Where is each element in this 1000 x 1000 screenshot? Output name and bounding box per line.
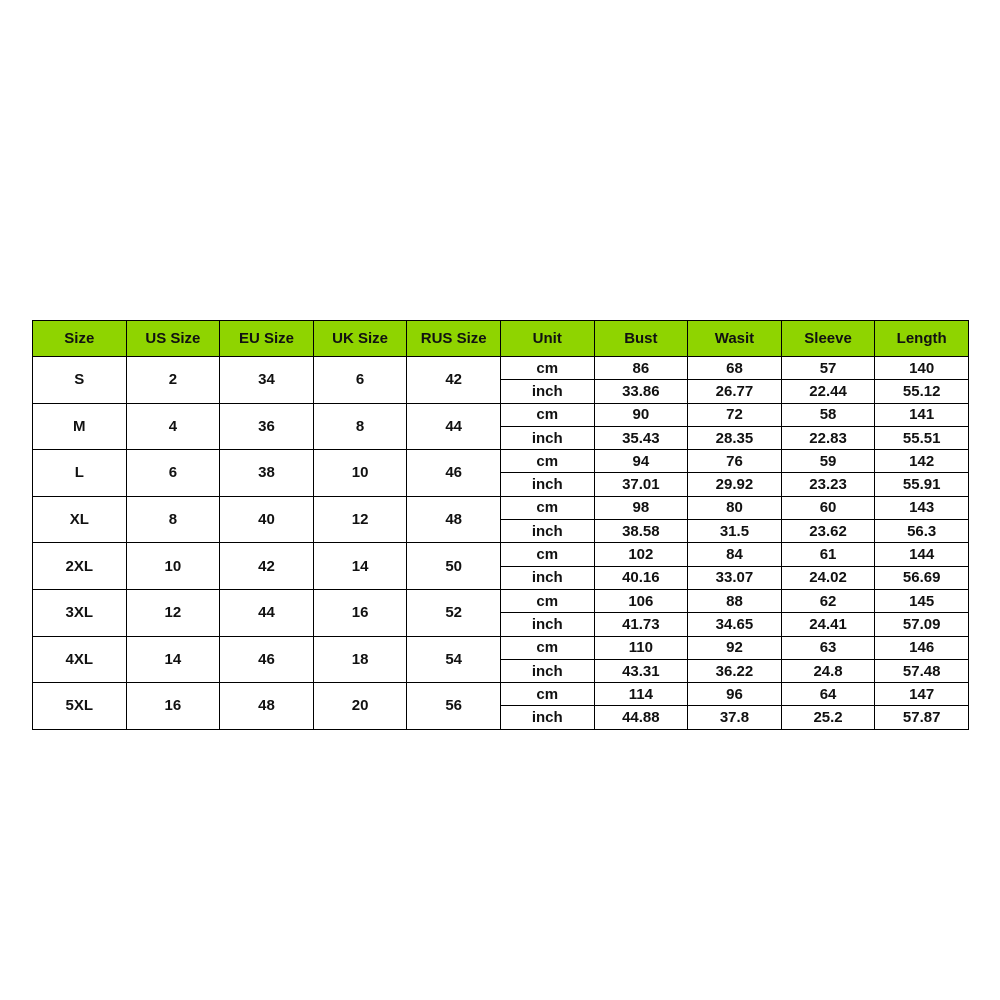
eu-size-cell: 42 [220, 543, 314, 590]
sleeve-cell: 62 [781, 589, 875, 612]
table-row-cm [33, 450, 969, 473]
rus-size-cell: 50 [407, 543, 501, 590]
length-cell: 56.69 [875, 566, 969, 589]
bust-cell: 110 [594, 636, 688, 659]
waist-cell: 33.07 [688, 566, 782, 589]
header-us-size: US Size [126, 321, 220, 357]
length-cell: 146 [875, 636, 969, 659]
waist-cell: 68 [688, 357, 782, 380]
sleeve-cell: 59 [781, 450, 875, 473]
header-uk-size: UK Size [313, 321, 407, 357]
sleeve-cell: 23.23 [781, 473, 875, 496]
sleeve-cell: 24.41 [781, 613, 875, 636]
us-size-cell: 4 [126, 403, 220, 450]
unit-cell: cm [500, 450, 594, 473]
unit-cell: inch [500, 613, 594, 636]
us-size-cell: 12 [126, 589, 220, 636]
waist-cell: 72 [688, 403, 782, 426]
bust-cell: 33.86 [594, 380, 688, 403]
unit-cell: cm [500, 683, 594, 706]
header-size: Size [33, 321, 127, 357]
length-cell: 55.12 [875, 380, 969, 403]
us-size-cell: 14 [126, 636, 220, 683]
header-length: Length [875, 321, 969, 357]
us-size-cell: 16 [126, 683, 220, 730]
unit-cell: inch [500, 706, 594, 729]
bust-cell: 102 [594, 543, 688, 566]
uk-size-cell: 20 [313, 683, 407, 730]
bust-cell: 86 [594, 357, 688, 380]
bust-cell: 41.73 [594, 613, 688, 636]
rus-size-cell: 54 [407, 636, 501, 683]
bust-cell: 44.88 [594, 706, 688, 729]
header-sleeve: Sleeve [781, 321, 875, 357]
length-cell: 145 [875, 589, 969, 612]
rus-size-cell: 42 [407, 357, 501, 404]
uk-size-cell: 12 [313, 496, 407, 543]
length-cell: 57.48 [875, 659, 969, 682]
size-cell: 2XL [33, 543, 127, 590]
uk-size-cell: 18 [313, 636, 407, 683]
us-size-cell: 10 [126, 543, 220, 590]
eu-size-cell: 44 [220, 589, 314, 636]
uk-size-cell: 10 [313, 450, 407, 497]
length-cell: 147 [875, 683, 969, 706]
size-cell: XL [33, 496, 127, 543]
unit-cell: cm [500, 403, 594, 426]
sleeve-cell: 25.2 [781, 706, 875, 729]
bust-cell: 43.31 [594, 659, 688, 682]
unit-cell: cm [500, 496, 594, 519]
waist-cell: 76 [688, 450, 782, 473]
waist-cell: 37.8 [688, 706, 782, 729]
unit-cell: inch [500, 566, 594, 589]
bust-cell: 37.01 [594, 473, 688, 496]
bust-cell: 90 [594, 403, 688, 426]
length-cell: 56.3 [875, 520, 969, 543]
rus-size-cell: 46 [407, 450, 501, 497]
waist-cell: 96 [688, 683, 782, 706]
waist-cell: 92 [688, 636, 782, 659]
unit-cell: inch [500, 473, 594, 496]
waist-cell: 34.65 [688, 613, 782, 636]
rus-size-cell: 44 [407, 403, 501, 450]
length-cell: 57.87 [875, 706, 969, 729]
waist-cell: 84 [688, 543, 782, 566]
length-cell: 140 [875, 357, 969, 380]
rus-size-cell: 48 [407, 496, 501, 543]
uk-size-cell: 16 [313, 589, 407, 636]
unit-cell: cm [500, 357, 594, 380]
table-row-cm [33, 496, 969, 519]
sleeve-cell: 23.62 [781, 520, 875, 543]
sleeve-cell: 63 [781, 636, 875, 659]
sleeve-cell: 60 [781, 496, 875, 519]
unit-cell: cm [500, 543, 594, 566]
unit-cell: cm [500, 636, 594, 659]
bust-cell: 106 [594, 589, 688, 612]
table-row-cm [33, 403, 969, 426]
table-row-cm [33, 589, 969, 612]
header-bust: Bust [594, 321, 688, 357]
waist-cell: 29.92 [688, 473, 782, 496]
length-cell: 57.09 [875, 613, 969, 636]
waist-cell: 80 [688, 496, 782, 519]
sleeve-cell: 22.83 [781, 426, 875, 449]
bust-cell: 35.43 [594, 426, 688, 449]
bust-cell: 38.58 [594, 520, 688, 543]
uk-size-cell: 6 [313, 357, 407, 404]
length-cell: 143 [875, 496, 969, 519]
unit-cell: cm [500, 589, 594, 612]
eu-size-cell: 34 [220, 357, 314, 404]
us-size-cell: 6 [126, 450, 220, 497]
bust-cell: 114 [594, 683, 688, 706]
waist-cell: 88 [688, 589, 782, 612]
sleeve-cell: 61 [781, 543, 875, 566]
eu-size-cell: 38 [220, 450, 314, 497]
uk-size-cell: 8 [313, 403, 407, 450]
size-cell: S [33, 357, 127, 404]
length-cell: 55.51 [875, 426, 969, 449]
bust-cell: 98 [594, 496, 688, 519]
size-chart-header [33, 321, 969, 357]
sleeve-cell: 58 [781, 403, 875, 426]
table-row-cm [33, 357, 969, 380]
length-cell: 55.91 [875, 473, 969, 496]
unit-cell: inch [500, 426, 594, 449]
length-cell: 144 [875, 543, 969, 566]
size-chart-table [32, 320, 969, 730]
header-rus-size: RUS Size [407, 321, 501, 357]
size-chart-body [33, 357, 969, 730]
size-cell: 3XL [33, 589, 127, 636]
bust-cell: 40.16 [594, 566, 688, 589]
header-eu-size: EU Size [220, 321, 314, 357]
sleeve-cell: 57 [781, 357, 875, 380]
waist-cell: 28.35 [688, 426, 782, 449]
rus-size-cell: 56 [407, 683, 501, 730]
sleeve-cell: 22.44 [781, 380, 875, 403]
eu-size-cell: 46 [220, 636, 314, 683]
header-row [33, 321, 969, 357]
table-row-cm [33, 636, 969, 659]
eu-size-cell: 36 [220, 403, 314, 450]
unit-cell: inch [500, 380, 594, 403]
size-cell: 5XL [33, 683, 127, 730]
waist-cell: 31.5 [688, 520, 782, 543]
size-cell: M [33, 403, 127, 450]
waist-cell: 26.77 [688, 380, 782, 403]
eu-size-cell: 48 [220, 683, 314, 730]
sleeve-cell: 24.02 [781, 566, 875, 589]
table-row-cm [33, 683, 969, 706]
size-cell: 4XL [33, 636, 127, 683]
header-unit: Unit [500, 321, 594, 357]
us-size-cell: 8 [126, 496, 220, 543]
bust-cell: 94 [594, 450, 688, 473]
table-row-cm [33, 543, 969, 566]
us-size-cell: 2 [126, 357, 220, 404]
unit-cell: inch [500, 659, 594, 682]
sleeve-cell: 24.8 [781, 659, 875, 682]
sleeve-cell: 64 [781, 683, 875, 706]
eu-size-cell: 40 [220, 496, 314, 543]
size-cell: L [33, 450, 127, 497]
length-cell: 142 [875, 450, 969, 473]
rus-size-cell: 52 [407, 589, 501, 636]
waist-cell: 36.22 [688, 659, 782, 682]
uk-size-cell: 14 [313, 543, 407, 590]
length-cell: 141 [875, 403, 969, 426]
header-waist: Wasit [688, 321, 782, 357]
unit-cell: inch [500, 520, 594, 543]
